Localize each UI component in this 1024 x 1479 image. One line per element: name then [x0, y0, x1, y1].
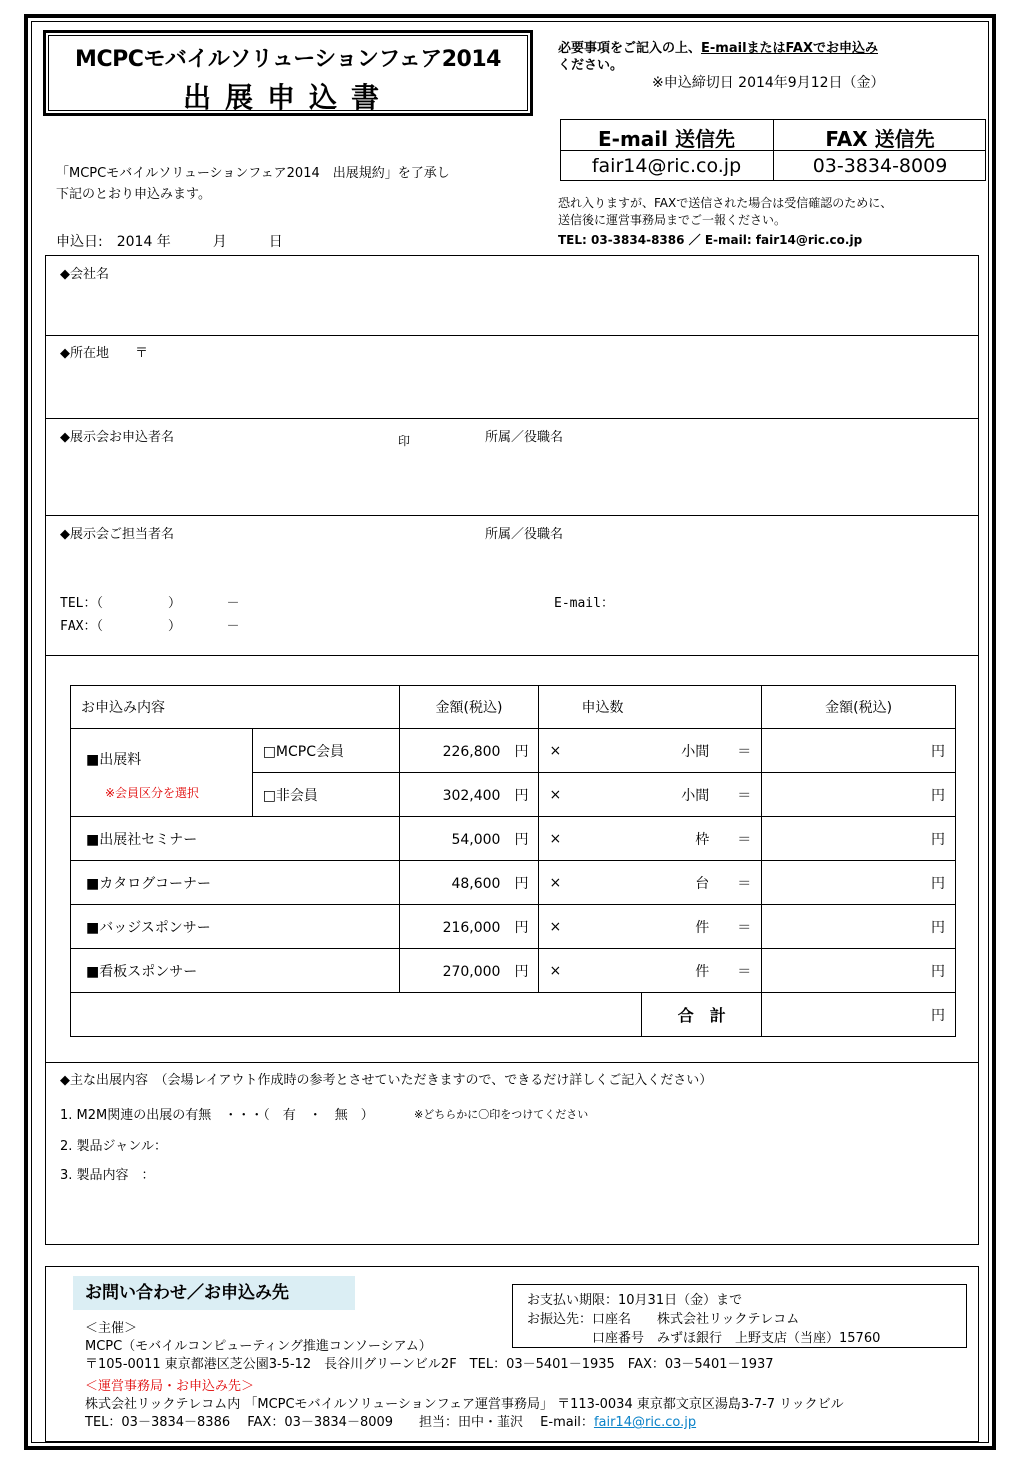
- equals: ＝: [737, 963, 752, 980]
- table-row: [71, 949, 956, 993]
- price-cell: [399, 905, 539, 949]
- office-contact: [85, 1414, 844, 1432]
- price-cell: [399, 949, 539, 993]
- m2m-note: ※どちらかに〇印をつけてください: [414, 1108, 589, 1121]
- unit: 小間: [681, 743, 710, 760]
- price-value: 270,000: [442, 963, 501, 980]
- total-spacer: [71, 993, 642, 1037]
- times-cell: [539, 729, 642, 773]
- yen: 円: [931, 919, 945, 936]
- exhibit-fee-label: ■出展料: [86, 752, 142, 768]
- payment-deadline: お支払い期限：10月31日（金）まで: [527, 1293, 743, 1308]
- header-price: [399, 686, 539, 729]
- item-badge-sponsor: ■バッジスポンサー: [71, 905, 400, 949]
- yen: 円: [931, 831, 945, 848]
- yen: 円: [931, 1007, 945, 1024]
- fax-field[interactable]: FAX：（ ） －: [60, 619, 240, 634]
- times: ×: [549, 786, 562, 803]
- price-cell: [399, 817, 539, 861]
- table-row: [71, 861, 956, 905]
- unit: 件: [695, 919, 710, 936]
- fax-send-value: 03-3834-8009: [812, 155, 948, 177]
- yen: 円: [931, 963, 945, 980]
- times-cell: [539, 949, 642, 993]
- email-send-label: E-mail 送信先: [598, 127, 735, 151]
- agreement-line2: 下記のとおり申込みます。: [56, 187, 211, 202]
- yen: 円: [514, 831, 529, 848]
- price-value: 302,400: [442, 787, 501, 804]
- deadline: ※申込締切日 2014年9月12日（金）: [652, 75, 885, 91]
- times: ×: [549, 962, 562, 979]
- agreement-line1: 「MCPCモバイルソリューションフェア2014 出展規約」を了承し: [56, 166, 450, 181]
- times-cell: [539, 905, 642, 949]
- quantity-cell[interactable]: [642, 773, 762, 817]
- email-field[interactable]: E-mail：: [554, 596, 614, 611]
- amount-cell[interactable]: [762, 905, 956, 949]
- times-cell: [539, 773, 642, 817]
- address-label: ◆所在地 〒: [60, 346, 148, 361]
- office-email-link[interactable]: fair14@ric.co.jp: [593, 1415, 697, 1430]
- company-name-label: ◆会社名: [60, 267, 109, 282]
- header-content: お申込み内容: [71, 686, 400, 729]
- header-quantity: 申込数: [539, 686, 762, 729]
- amount-cell[interactable]: [762, 773, 956, 817]
- yen: 円: [931, 787, 945, 804]
- unit: 枠: [695, 831, 710, 848]
- yen: 円: [514, 963, 529, 980]
- item-catalog: ■カタログコーナー: [71, 861, 400, 905]
- office-address: 株式会社リックテレコム内 「MCPCモバイルソリューションフェア運営事務局」 〒113-0034 東京都文京区湯島3-7-7 リックビル: [85, 1397, 844, 1412]
- price-cell: [399, 773, 539, 817]
- fee-table: [70, 685, 956, 1037]
- equals: ＝: [737, 743, 752, 760]
- times: ×: [549, 874, 562, 891]
- contact-position-label: 所属／役職名: [485, 527, 564, 542]
- inquiry-title: お問い合わせ／お申込み先: [73, 1276, 355, 1310]
- exhibit-fee-cell: [71, 729, 253, 817]
- member-checkbox[interactable]: □MCPC会員: [252, 729, 399, 773]
- table-row: [71, 729, 956, 773]
- quantity-cell[interactable]: [642, 817, 762, 861]
- form-divider: [45, 335, 979, 336]
- amount-cell[interactable]: [762, 729, 956, 773]
- price-cell: [399, 729, 539, 773]
- email-send-value[interactable]: fair14@ric.co.jp: [591, 155, 742, 177]
- tel-field[interactable]: TEL：（ ） －: [60, 596, 240, 611]
- office-label: ＜運営事務局・お申込み先＞: [85, 1379, 255, 1394]
- m2m-question[interactable]: 1. M2M関連の出展の有無 ・・・（ 有 ・ 無 ）: [60, 1108, 374, 1123]
- inquiry-details: [85, 1320, 844, 1432]
- total-row: [71, 993, 956, 1037]
- item-signboard-sponsor: ■看板スポンサー: [71, 949, 400, 993]
- fee-table-header: [71, 686, 956, 729]
- yen: 円: [514, 919, 529, 936]
- quantity-cell[interactable]: [642, 949, 762, 993]
- organizer-name: MCPC（モバイルコンピューティング推進コンソーシアム）: [85, 1339, 432, 1354]
- instruction-pre: 必要事項をご記入の上、: [558, 41, 702, 56]
- office-contact-line: TEL: 03-3834-8386 ／ E-mail: fair14@ric.co.jp: [558, 233, 863, 247]
- table-row: [71, 817, 956, 861]
- header-price-text: 金額(税込): [435, 700, 503, 716]
- form-divider: [45, 1062, 979, 1063]
- unit: 小間: [681, 787, 710, 804]
- form-divider: [45, 418, 979, 419]
- table-row: [71, 905, 956, 949]
- product-genre-field[interactable]: 2. 製品ジャンル：: [60, 1139, 167, 1154]
- times-cell: [539, 861, 642, 905]
- fax-warning: [558, 195, 892, 229]
- yen: 円: [931, 875, 945, 892]
- agreement-text: [56, 163, 450, 205]
- quantity-cell[interactable]: [642, 729, 762, 773]
- office-contact-text: TEL：03－3834－8386 FAX：03－3834－8009 担当：田中・韮沢 E-mail：: [85, 1415, 594, 1430]
- fax-warning-line1: 恐れ入りますが、FAXで送信された場合は受信確認のために、: [558, 196, 893, 210]
- product-content-field[interactable]: 3. 製品内容 ：: [60, 1168, 155, 1183]
- equals: ＝: [737, 831, 752, 848]
- payment-account-name: お振込先：口座名 株式会社リックテレコム: [527, 1312, 800, 1327]
- amount-cell[interactable]: [762, 817, 956, 861]
- equals: ＝: [737, 787, 752, 804]
- fax-send-label: FAX 送信先: [825, 127, 935, 151]
- unit: 台: [695, 875, 710, 892]
- exhibit-details-label: ◆主な出展内容 （会場レイアウト作成時の参考とさせていただきますので、できるだけ詳しくご記入ください）: [60, 1073, 713, 1088]
- page-subtitle: 出展申込書: [182, 81, 393, 114]
- seal-mark: 印: [398, 434, 411, 448]
- organizer-address: 〒105-0011 東京都港区芝公園3-5-12 長谷川グリーンビル2F TEL：03－5401－1935 FAX：03－5401－1937: [85, 1357, 774, 1372]
- equals: ＝: [737, 875, 752, 892]
- applicant-position-label: 所属／役職名: [485, 430, 564, 445]
- price-value: 48,600: [451, 875, 501, 892]
- page-title: MCPCモバイルソリューションフェア2014: [75, 47, 501, 72]
- yen: 円: [514, 787, 529, 804]
- yen: 円: [931, 743, 945, 760]
- times: ×: [549, 918, 562, 935]
- yen: 円: [514, 743, 529, 760]
- application-date[interactable]: 申込日: 2014 年 月 日: [56, 234, 283, 250]
- member-note: ※会員区分を選択: [105, 786, 200, 800]
- yen: 円: [514, 875, 529, 892]
- amount-cell[interactable]: [762, 949, 956, 993]
- amount-cell[interactable]: [762, 861, 956, 905]
- equals: ＝: [737, 919, 752, 936]
- total-amount[interactable]: [762, 993, 956, 1037]
- price-value: 216,000: [442, 919, 501, 936]
- times-cell: [539, 817, 642, 861]
- price-value: 54,000: [451, 831, 501, 848]
- total-label: 合 計: [642, 993, 762, 1037]
- organizer-label: ＜主催＞: [85, 1321, 138, 1336]
- form-divider: [45, 655, 979, 656]
- price-cell: [399, 861, 539, 905]
- unit: 件: [695, 963, 710, 980]
- times: ×: [549, 830, 562, 847]
- price-value: 226,800: [442, 743, 501, 760]
- contact-person-label: ◆展示会ご担当者名: [60, 527, 174, 542]
- form-divider: [45, 515, 979, 516]
- payment-account-number: 口座番号 みずほ銀行 上野支店（当座）15760: [527, 1331, 881, 1346]
- instruction-line2: ください。: [558, 58, 624, 73]
- quantity-cell[interactable]: [642, 905, 762, 949]
- applicant-name-label: ◆展示会お申込者名: [60, 430, 174, 445]
- fax-warning-line2: 送信後に運営事務局までご一報ください。: [558, 213, 787, 227]
- instruction-link: E-mailまたはFAXでお申込み: [701, 41, 878, 56]
- header-amount: 金額(税込): [762, 686, 956, 729]
- item-seminar: ■出展社セミナー: [71, 817, 400, 861]
- times: ×: [549, 742, 562, 759]
- quantity-cell[interactable]: [642, 861, 762, 905]
- non-member-checkbox[interactable]: □非会員: [252, 773, 399, 817]
